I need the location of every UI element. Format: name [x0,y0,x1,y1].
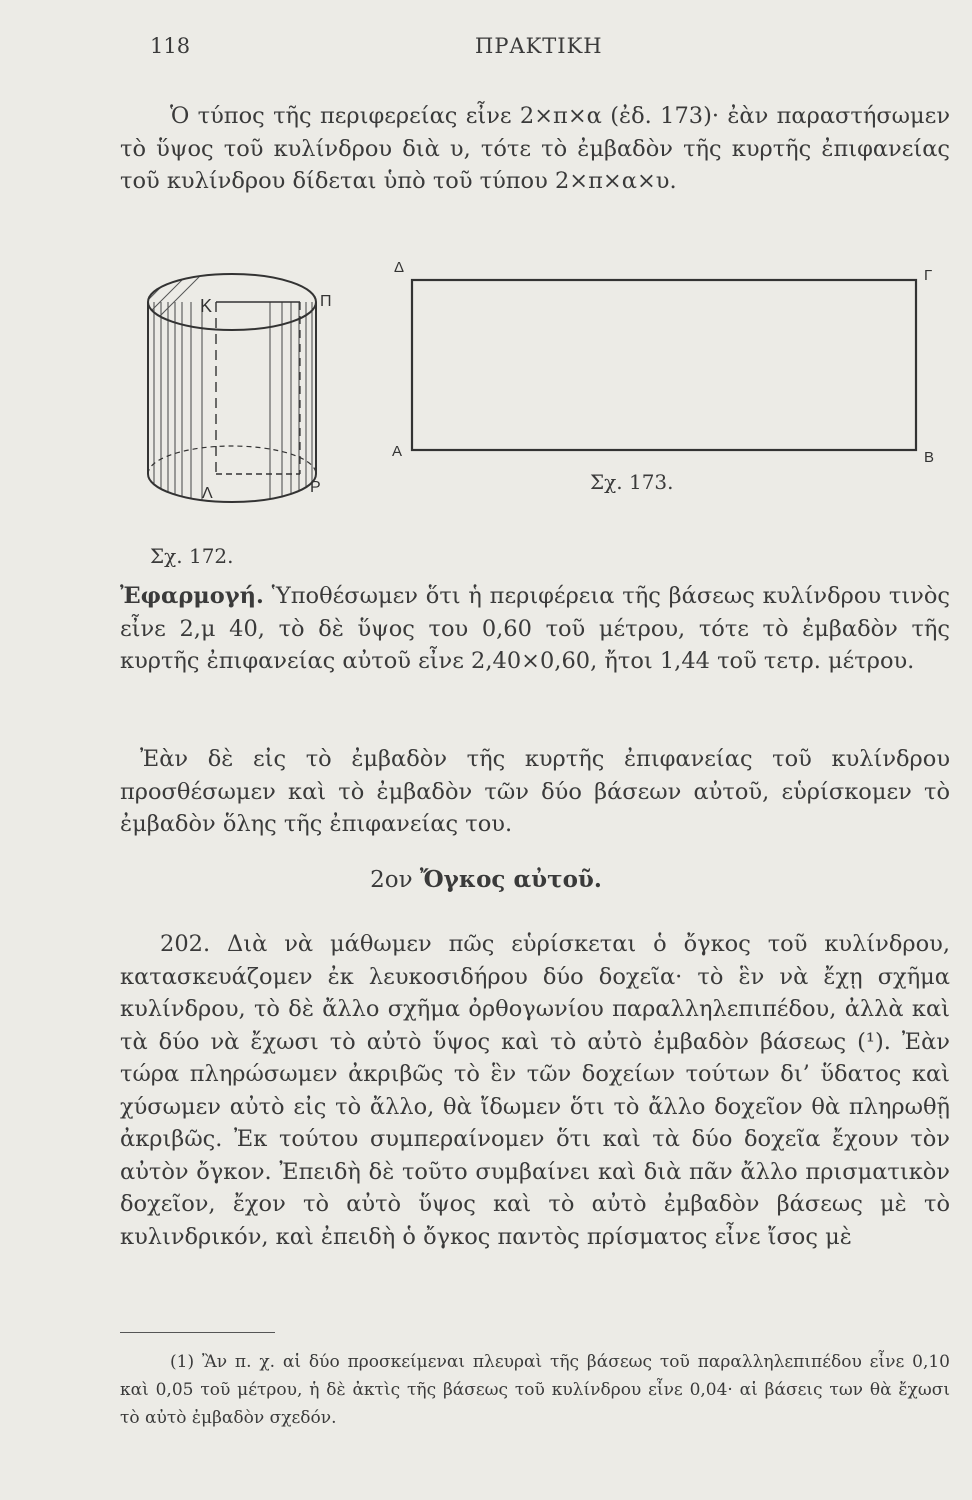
label-r: Ρ [310,479,321,496]
label-p: Π [320,293,332,310]
label-d: Δ [394,259,405,276]
section-heading [0,866,972,893]
label-b: Β [924,449,935,466]
application-text: Ὑποθέσωμεν ὅτι ἡ περιφέρεια τῆς βάσεως κυλίνδρου τινὸς εἶνε 2,μ 40, τὸ δὲ ὕψος του 0,60 τοῦ μέτρου, τότε τὸ ἐμβαδὸν τῆς κυρτῆς ἐπιφανείας αὐτοῦ εἶνε 2,40×0,60, ἤτοι 1,44 τοῦ τετρ. μέτρου. [120,583,950,674]
running-head [150,34,950,64]
application-heading: Ἐφαρμογή. [120,583,264,609]
figure-172-caption: Σχ. 172. [150,544,234,568]
figures-area [120,250,960,580]
paragraph-total-area: Ἐὰν δὲ εἰς τὸ ἐμβαδὸν τῆς κυρτῆς ἐπιφανείας τοῦ κυλίνδρου προσθέσωμεν καὶ τὸ ἐμβαδὸν τῶν δύο βάσεων αὐτοῦ, εὑρίσκομεν τὸ ἐμβαδὸν ὅλης τῆς ἐπιφανείας του. [120,746,950,837]
footnote-text: (1) Ἂν π. χ. αἱ δύο προσκείμεναι πλευραὶ τῆς βάσεως τοῦ παραλληλεπιπέδου εἶνε 0,10 καὶ 0,05 τοῦ μέτρου, ἡ δὲ ἀκτὶς τῆς βάσεως τοῦ κυλίνδρου εἶνε 0,04· αἱ βάσεις των θὰ ἔχωσι τὸ αὐτὸ ἐμβαδὸν σχεδόν. [120,1352,950,1428]
label-k: Κ [200,296,213,316]
figure-173-caption: Σχ. 173. [590,470,674,494]
footnote-rule [120,1332,275,1333]
label-l: Λ [202,485,213,502]
figures-svg [120,250,960,580]
page-number: 118 [150,34,191,58]
running-title: ΠΡΑΚΤΙΚΗ [475,34,603,58]
paragraph-formula: Ὁ τύπος τῆς περιφερείας εἶνε 2⨯π⨯α (ἐδ. 173)· ἐὰν παραστήσωμεν τὸ ὕψος τοῦ κυλίνδρου διὰ υ, τότε τὸ ἐμβαδὸν τῆς κυρτῆς ἐπιφανείας τοῦ κυλίνδρου δίδεται ὑπὸ τοῦ τύπου 2⨯π⨯α⨯υ. [120,103,950,194]
section-prefix: 2ον [370,867,413,893]
section-title: Ὄγκος αὐτοῦ. [419,866,602,893]
footnote [120,1348,950,1432]
label-g: Γ [924,267,933,284]
cylinder-figure [140,250,332,510]
paragraph-202: 202. Διὰ νὰ μάθωμεν πῶς εὑρίσκεται ὁ ὄγκος τοῦ κυλίνδρου, κατασκευάζομεν ἐκ λευκοσιδήρου δύο δοχεῖα· τὸ ἓν νὰ ἔχῃ σχῆμα κυλίνδρου, τὸ δὲ ἄλλο σχῆμα ὀρθογωνίου παραλληλεπιπέδου, ἀλλὰ καὶ τὰ δύο νὰ ἔχωσι τὸ αὐτὸ ὕψος καὶ τὸ αὐτὸ ἐμβαδὸν βάσεως (¹). Ἐὰν τώρα πληρώσωμεν ἀκριβῶς τὸ ἓν τῶν δοχείων τούτων δι’ ὕδατος καὶ χύσωμεν αὐτὸ εἰς τὸ ἄλλο, θὰ ἴδωμεν ὅτι τὸ ἄλλο δοχεῖον θὰ πληρωθῇ ἀκριβῶς. Ἐκ τούτου συμπεραίνομεν ὅτι καὶ τὰ δύο δοχεῖα ἔχουν τὸν αὐτὸν ὄγκον. Ἐπειδὴ δὲ τοῦτο συμβαίνει καὶ διὰ πᾶν ἄλλο πρισματικὸν δοχεῖον, ἔχον τὸ αὐτὸ ὕψος καὶ τὸ αὐτὸ ἐμβαδὸν βάσεως μὲ τὸ κυλινδρικόν, καὶ ἐπειδὴ ὁ ὄγκος παντὸς πρίσματος εἶνε ἴσος μὲ [120,931,950,1250]
label-a: Α [392,443,403,460]
rectangle-figure [392,259,934,466]
application-paragraph [120,580,950,678]
